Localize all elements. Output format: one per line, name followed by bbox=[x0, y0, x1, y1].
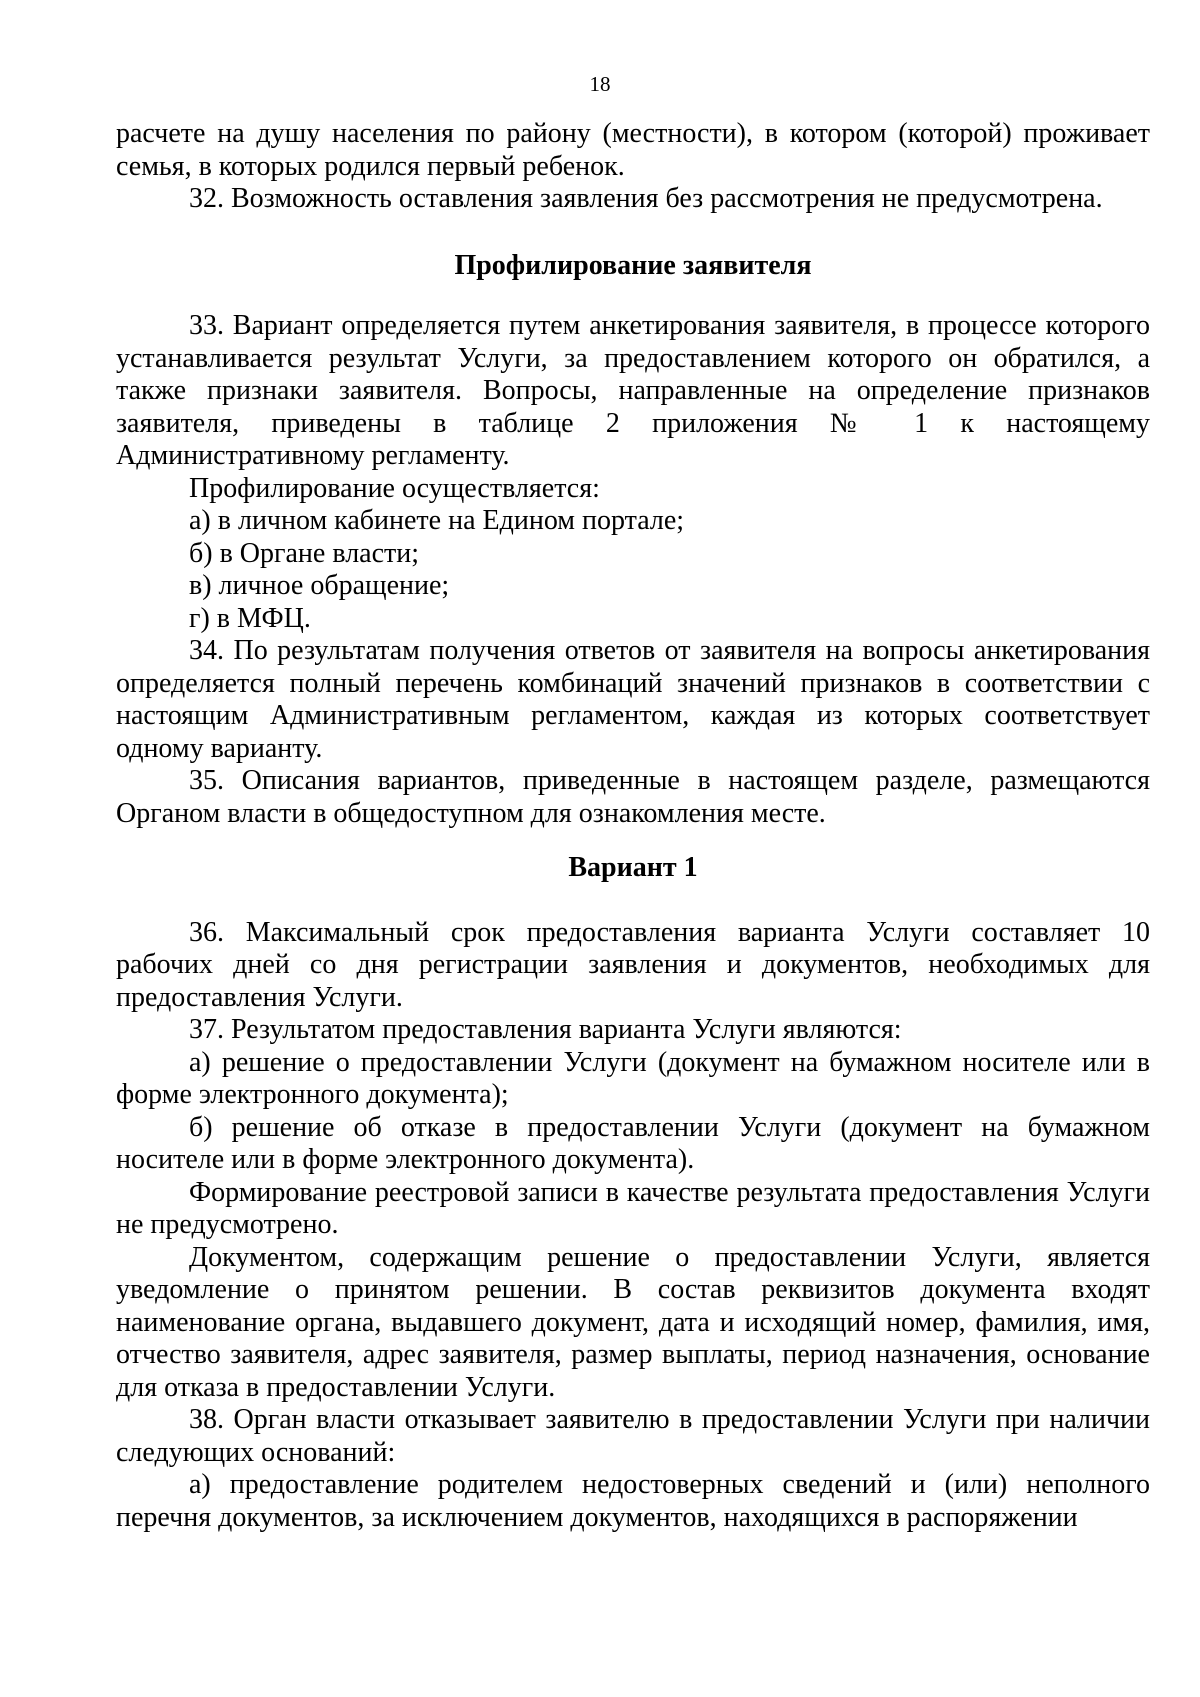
list-item-v: в) личное обращение; bbox=[189, 570, 450, 601]
document-body bbox=[116, 118, 1150, 1534]
list-item-a: а) решение о предоставлении Услуги (документ на бумажном носителе или в форме электронного документа); bbox=[116, 1046, 1150, 1110]
list-item-g: г) в МФЦ. bbox=[189, 602, 311, 634]
section-heading-variant-1: Вариант 1 bbox=[568, 852, 698, 883]
list-item-a: а) в личном кабинете на Едином портале; bbox=[189, 505, 685, 536]
paragraph-36: 36. Максимальный срок предоставления варианта Услуги составляет 10 рабочих дней со дня регистрации заявления и документов, необходимых для предоставления Услуги. bbox=[116, 916, 1150, 1013]
list-item-a: а) предоставление родителем недостоверных сведений и (или) неполного перечня документов, за исключением документов, находящихся в распоряжении bbox=[116, 1469, 1150, 1533]
paragraph-registry-record: Формирование реестровой записи в качестве результата предоставления Услуги не предусмотрено. bbox=[116, 1176, 1150, 1240]
paragraph-33: 33. Вариант определяется путем анкетирования заявителя, в процессе которого устанавливается результат Услуги, за предоставлением которого он обратился, а также признаки заявителя. Вопросы, направленные на определение признаков заявителя, приведены в таблице 2 приложения № 1 к настоящему Административному регламенту. bbox=[116, 310, 1150, 471]
section-heading-profiling: Профилирование заявителя bbox=[454, 249, 812, 281]
paragraph-profiling-intro: Профилирование осуществляется: bbox=[189, 472, 600, 504]
paragraph-37: 37. Результатом предоставления варианта Услуги являются: bbox=[189, 1014, 902, 1045]
paragraph-35: 35. Описания вариантов, приведенные в настоящем разделе, размещаются Органом власти в общедоступном для ознакомления месте. bbox=[116, 765, 1150, 829]
page-number: 18 bbox=[589, 72, 611, 96]
list-item-b: б) решение об отказе в предоставлении Услуги (документ на бумажном носителе или в форме электронного документа). bbox=[116, 1111, 1150, 1175]
paragraph-38: 38. Орган власти отказывает заявителю в предоставлении Услуги при наличии следующих оснований: bbox=[116, 1404, 1150, 1468]
paragraph-34: 34. По результатам получения ответов от заявителя на вопросы анкетирования определяется полный перечень комбинаций значений признаков в соответствии с настоящим Административным регламентом, каждая из которых соответствует одному варианту. bbox=[116, 635, 1150, 764]
paragraph-continuation: расчете на душу населения по району (местности), в котором (которой) проживает семья, в которых родился первый ребенок. bbox=[116, 118, 1150, 182]
paragraph-32: 32. Возможность оставления заявления без рассмотрения не предусмотрена. bbox=[189, 183, 1103, 214]
paragraph-decision-document: Документом, содержащим решение о предоставлении Услуги, является уведомление о принятом решении. В состав реквизитов документа входят наименование органа, выдавшего документ, дата и исходящий номер, фамилия, имя, отчество заявителя, адрес заявителя, размер выплаты, период назначения, основание для отказа в предоставлении Услуги. bbox=[116, 1241, 1150, 1403]
list-item-b: б) в Органе власти; bbox=[189, 537, 420, 569]
